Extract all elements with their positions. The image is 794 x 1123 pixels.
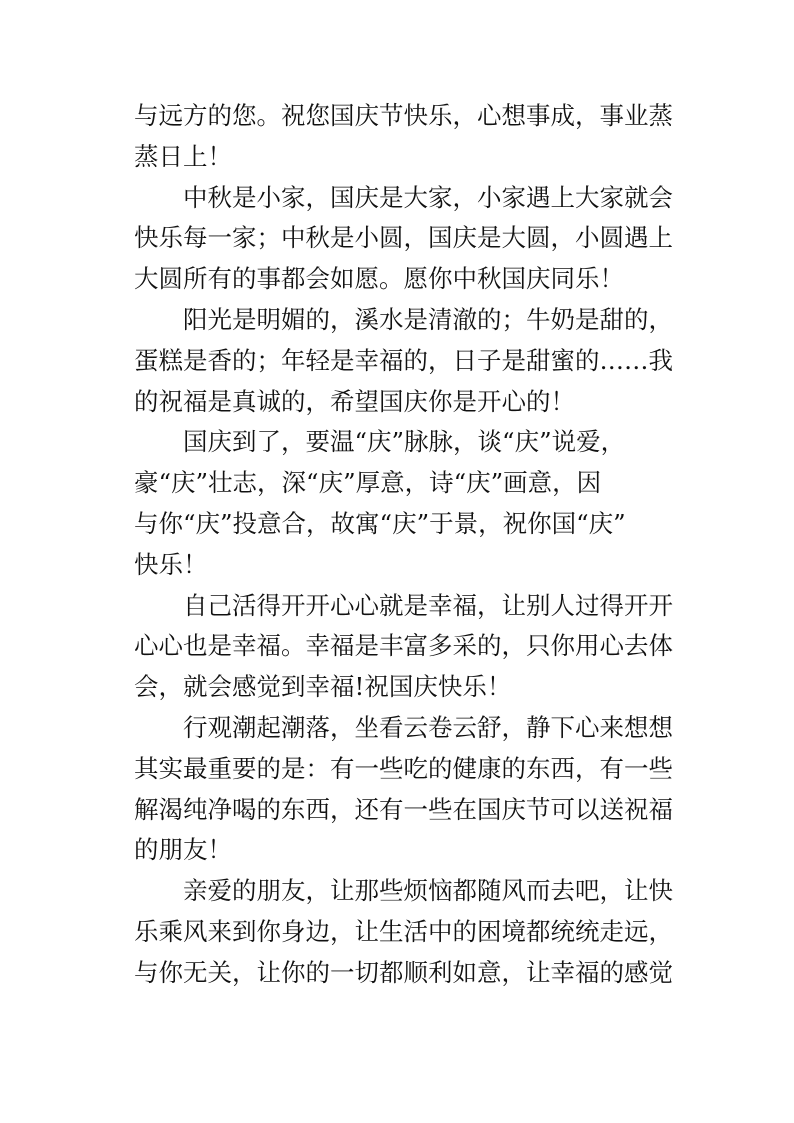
paragraph-start-line: 亲爱的朋友，让那些烦恼都随风而去吧，让快: [183, 876, 673, 906]
text-line: 快乐！: [134, 549, 208, 579]
body-text: [134, 96, 673, 994]
text-line: 乐乘风来到你身边，让生活中的困境都统统走远，: [134, 916, 673, 946]
text-line: 心心也是幸福。幸福是丰富多采的，只你用心去体: [134, 631, 673, 661]
text-line: 与你无关，让你的一切都顺利如意，让幸福的感觉: [134, 957, 673, 987]
paragraph-start-line: 中秋是小家，国庆是大家，小家遇上大家就会: [183, 182, 673, 212]
text-line: 的朋友！: [134, 835, 232, 865]
text-line: 解渴纯净喝的东西，还有一些在国庆节可以送祝福: [134, 794, 673, 824]
text-line: 与你“庆”投意合，故寓“庆”于景，祝你国“庆”: [134, 508, 626, 538]
text-line: 蛋糕是香的；年轻是幸福的，日子是甜蜜的……我: [134, 345, 673, 375]
paragraph-start-line: 国庆到了，要温“庆”脉脉，谈“庆”说爱，: [183, 427, 626, 457]
paragraph-start-line: 阳光是明媚的，溪水是清澈的；牛奶是甜的，: [183, 304, 673, 334]
text-line: 其实最重要的是：有一些吃的健康的东西，有一些: [134, 753, 673, 783]
text-line: 会，就会感觉到幸福!祝国庆快乐！: [134, 672, 512, 702]
text-line: 的祝福是真诚的，希望国庆你是开心的！: [134, 386, 575, 416]
text-line: 豪“庆”壮志，深“庆”厚意，诗“庆”画意，因: [134, 468, 602, 498]
paragraph-start-line: 自己活得开开心心就是幸福，让别人过得开开: [183, 590, 673, 620]
text-line: 大圆所有的事都会如愿。愿你中秋国庆同乐！: [134, 264, 624, 294]
text-line: 与远方的您。祝您国庆节快乐，心想事成，事业蒸: [134, 101, 673, 130]
text-line: 蒸日上！: [134, 141, 232, 171]
paragraph-start-line: 行观潮起潮落，坐看云卷云舒，静下心来想想: [183, 712, 673, 742]
text-line: 快乐每一家；中秋是小圆，国庆是大圆，小圆遇上: [134, 223, 673, 253]
